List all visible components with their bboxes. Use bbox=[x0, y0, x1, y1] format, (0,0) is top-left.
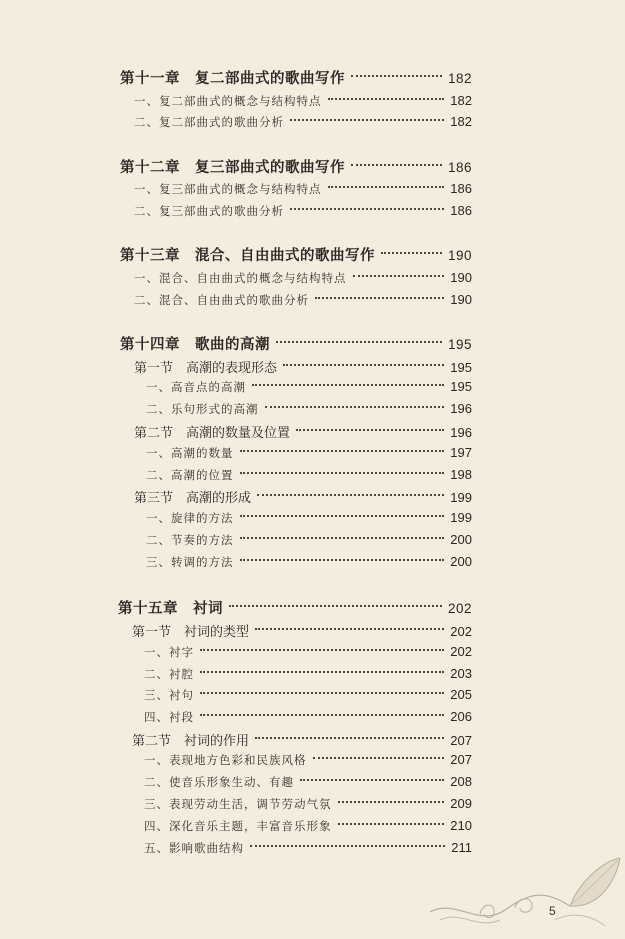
item-label: 三、表现劳动生活，调节劳动气氛 bbox=[144, 797, 332, 811]
chapter-title: 第十一章 复二部曲式的歌曲写作 bbox=[120, 71, 345, 87]
item-label: 二、衬腔 bbox=[144, 667, 194, 681]
toc-item bbox=[144, 644, 472, 660]
toc-item bbox=[144, 818, 472, 834]
toc-item bbox=[146, 532, 472, 548]
dot-leader bbox=[257, 494, 444, 496]
section-title: 第二节 衬词的作用 bbox=[132, 734, 250, 749]
page-number: 182 bbox=[450, 114, 472, 129]
dot-leader bbox=[328, 98, 445, 100]
toc-item bbox=[134, 181, 472, 197]
page-number: 195 bbox=[450, 379, 472, 394]
item-label: 二、复三部曲式的歌曲分析 bbox=[134, 204, 284, 218]
section-title: 第二节 高潮的数量及位置 bbox=[134, 426, 291, 441]
item-label: 一、高潮的数量 bbox=[146, 446, 234, 460]
dot-leader bbox=[255, 737, 444, 739]
page-number: 196 bbox=[450, 401, 472, 416]
page-number: 186 bbox=[447, 160, 472, 175]
toc-item bbox=[144, 774, 472, 790]
toc-section bbox=[132, 621, 472, 640]
toc-item bbox=[144, 666, 472, 682]
item-label: 二、复二部曲式的歌曲分析 bbox=[134, 115, 284, 129]
dot-leader bbox=[351, 75, 442, 77]
page-number: 198 bbox=[450, 467, 472, 482]
page-number: 182 bbox=[450, 93, 472, 108]
page-number: 197 bbox=[450, 445, 472, 460]
item-label: 一、旋律的方法 bbox=[146, 511, 234, 525]
item-label: 五、影响歌曲结构 bbox=[144, 841, 244, 855]
toc-item bbox=[134, 203, 472, 219]
toc-item bbox=[146, 510, 472, 526]
toc-section bbox=[132, 730, 472, 749]
toc-section bbox=[134, 357, 472, 376]
page-number: 199 bbox=[450, 490, 472, 505]
dot-leader bbox=[240, 472, 445, 474]
page-number: 211 bbox=[451, 840, 472, 855]
floral-ornament-icon bbox=[420, 850, 625, 939]
item-label: 一、复三部曲式的概念与结构特点 bbox=[134, 182, 322, 196]
toc-chapter bbox=[120, 67, 472, 88]
toc-item bbox=[134, 270, 472, 286]
chapter-title: 第十四章 歌曲的高潮 bbox=[120, 337, 270, 353]
section-title: 第一节 高潮的表现形态 bbox=[134, 361, 278, 376]
toc-chapter bbox=[120, 156, 472, 177]
dot-leader bbox=[328, 186, 445, 188]
item-label: 四、衬段 bbox=[144, 710, 194, 724]
item-label: 二、使音乐形象生动、有趣 bbox=[144, 775, 294, 789]
page-number: 207 bbox=[450, 733, 472, 748]
page-number: 182 bbox=[447, 71, 472, 86]
toc-section bbox=[134, 487, 472, 506]
page-number: 190 bbox=[447, 248, 472, 263]
dot-leader bbox=[250, 845, 445, 847]
toc-chapter bbox=[120, 333, 472, 354]
page-number: 206 bbox=[450, 709, 472, 724]
chapter-title: 第十三章 混合、自由曲式的歌曲写作 bbox=[120, 248, 375, 264]
toc-item bbox=[146, 379, 472, 395]
page-number: 205 bbox=[450, 687, 472, 702]
toc-item bbox=[134, 114, 472, 130]
dot-leader bbox=[265, 406, 445, 408]
chapter-title: 第十五章 衬词 bbox=[118, 601, 223, 617]
page-number: 199 bbox=[450, 510, 472, 525]
dot-leader bbox=[313, 757, 445, 759]
dot-leader bbox=[240, 537, 445, 539]
dot-leader bbox=[381, 252, 442, 254]
item-label: 一、高音点的高潮 bbox=[146, 380, 246, 394]
toc-item bbox=[146, 445, 472, 461]
dot-leader bbox=[255, 628, 444, 630]
page-number: 195 bbox=[450, 360, 472, 375]
dot-leader bbox=[200, 671, 444, 673]
page-number: 203 bbox=[450, 666, 472, 681]
dot-leader bbox=[229, 605, 442, 607]
toc-section bbox=[134, 422, 472, 441]
toc-item bbox=[146, 467, 472, 483]
toc-chapter bbox=[120, 244, 472, 265]
toc-item bbox=[144, 752, 472, 768]
dot-leader bbox=[300, 779, 444, 781]
item-label: 二、乐句形式的高潮 bbox=[146, 402, 259, 416]
dot-leader bbox=[200, 649, 444, 651]
page-number: 190 bbox=[450, 292, 472, 307]
item-label: 三、转调的方法 bbox=[146, 555, 234, 569]
dot-leader bbox=[200, 714, 444, 716]
item-label: 二、节奏的方法 bbox=[146, 533, 234, 547]
page-number: 186 bbox=[450, 181, 472, 196]
page-number: 186 bbox=[450, 203, 472, 218]
page-number: 195 bbox=[447, 337, 472, 352]
toc-item bbox=[144, 709, 472, 725]
dot-leader bbox=[276, 341, 442, 343]
item-label: 二、高潮的位置 bbox=[146, 468, 234, 482]
dot-leader bbox=[283, 364, 444, 366]
item-label: 四、深化音乐主题，丰富音乐形象 bbox=[144, 819, 332, 833]
toc-item bbox=[146, 401, 472, 417]
toc-chapter bbox=[118, 597, 472, 618]
item-label: 三、衬句 bbox=[144, 688, 194, 702]
dot-leader bbox=[200, 692, 444, 694]
dot-leader bbox=[338, 823, 445, 825]
page-number: 202 bbox=[450, 644, 472, 659]
item-label: 一、衬字 bbox=[144, 645, 194, 659]
dot-leader bbox=[240, 515, 445, 517]
toc-item bbox=[134, 93, 472, 109]
page-number: 209 bbox=[450, 796, 472, 811]
page-folio: 5 bbox=[549, 904, 556, 918]
page-number: 207 bbox=[450, 752, 472, 767]
dot-leader bbox=[252, 384, 444, 386]
chapter-title: 第十二章 复三部曲式的歌曲写作 bbox=[120, 160, 345, 176]
dot-leader bbox=[240, 450, 445, 452]
item-label: 一、混合、自由曲式的概念与结构特点 bbox=[134, 271, 347, 285]
toc-item bbox=[146, 554, 472, 570]
page-number: 190 bbox=[450, 270, 472, 285]
dot-leader bbox=[296, 429, 444, 431]
dot-leader bbox=[290, 119, 444, 121]
page-number: 210 bbox=[450, 818, 472, 833]
page-number: 196 bbox=[450, 425, 472, 440]
item-label: 一、复二部曲式的概念与结构特点 bbox=[134, 94, 322, 108]
page-number: 202 bbox=[450, 624, 472, 639]
page-number: 202 bbox=[447, 601, 472, 616]
dot-leader bbox=[353, 275, 445, 277]
toc-item bbox=[134, 292, 472, 308]
page-number: 200 bbox=[450, 554, 472, 569]
section-title: 第一节 衬词的类型 bbox=[132, 625, 250, 640]
section-title: 第三节 高潮的形成 bbox=[134, 491, 252, 506]
item-label: 二、混合、自由曲式的歌曲分析 bbox=[134, 293, 309, 307]
toc-item bbox=[144, 796, 472, 812]
dot-leader bbox=[290, 208, 444, 210]
toc-item bbox=[144, 687, 472, 703]
page-number: 208 bbox=[450, 774, 472, 789]
dot-leader bbox=[315, 297, 444, 299]
page-number: 200 bbox=[450, 532, 472, 547]
dot-leader bbox=[240, 559, 445, 561]
dot-leader bbox=[338, 801, 445, 803]
item-label: 一、表现地方色彩和民族风格 bbox=[144, 753, 307, 767]
dot-leader bbox=[351, 164, 442, 166]
